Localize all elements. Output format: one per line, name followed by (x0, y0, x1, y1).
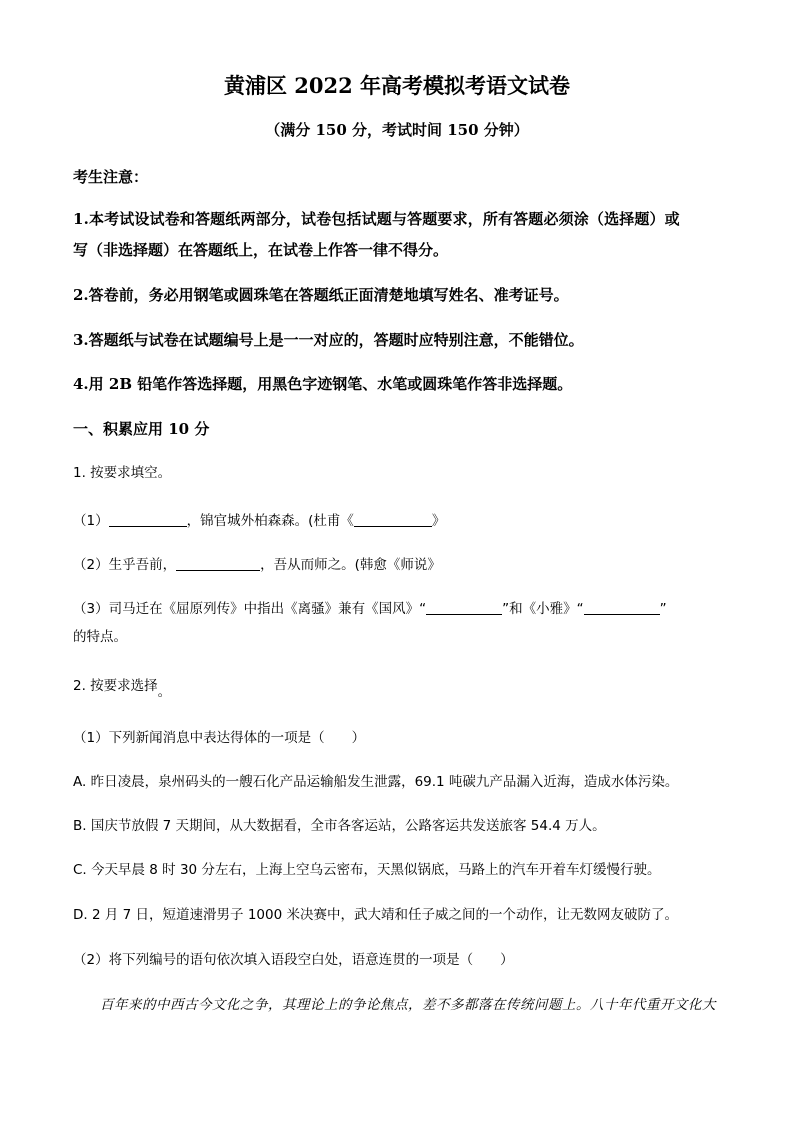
part-2-text: （2）生乎吾前， (73, 557, 177, 573)
question-1-part-3 (73, 600, 667, 617)
page-subtitle: （满分 150 分，考试时间 150 分钟） (265, 121, 529, 139)
passage-line-1: 百年来的中西古今文化之争，其理论上的争论焦点，差不多都落在传统问题上。八十年代重开文化大 (100, 997, 716, 1013)
notice-item-3: 3.答题纸与试卷在试题编号上是一一对应的，答题时应特别注意，不能错位。 (73, 331, 584, 349)
answer-blank[interactable] (584, 600, 660, 615)
question-1-part-3-line-2: 的特点。 (73, 629, 127, 645)
part-3-text-mid: ”和《小雅》“ (502, 601, 584, 617)
part-1-text: ，锦官城外柏森森。(杜甫《 (186, 513, 354, 529)
option-c: C. 今天早晨 8 时 30 分左右，上海上空乌云密布，天黑似锅底，马路上的汽车开着车灯缓慢行驶。 (73, 862, 661, 878)
part-1-closing: 》 (431, 513, 446, 529)
question-2-stem-text: 2. 按要求选择 (73, 678, 158, 694)
question-2-stem (73, 678, 172, 700)
answer-blank[interactable] (176, 556, 260, 571)
answer-blank[interactable] (109, 512, 187, 527)
option-a: A. 昨日凌晨，泉州码头的一艘石化产品运输船发生泄露，69.1 吨碳九产品漏入近海，造成水体污染。 (73, 774, 679, 790)
question-2-sub-2: （2）将下列编号的语句依次填入语段空白处，语意连贯的一项是（ ） (73, 952, 514, 968)
notice-item-1-line-2: 写（非选择题）在答题纸上，在试卷上作答一律不得分。 (73, 241, 449, 259)
notice-item-4: 4.用 2B 铅笔作答选择题，用黑色字迹钢笔、水笔或圆珠笔作答非选择题。 (73, 375, 573, 393)
question-1-stem: 1. 按要求填空。 (73, 465, 172, 481)
notice-item-1-line-1: 1.本考试设试卷和答题纸两部分，试卷包括试题与答题要求，所有答题必须涂（选择题）或 (73, 210, 680, 228)
page-title: 黄浦区 2022 年高考模拟考语文试卷 (223, 73, 571, 98)
part-3-text-end: ” (659, 601, 667, 617)
section-heading: 一、积累应用 10 分 (73, 420, 210, 438)
part-3-text: （3）司马迁在《屈原列传》中指出《离骚》兼有《国风》“ (73, 601, 427, 617)
question-2-sub-1: （1）下列新闻消息中表达得体的一项是（ ） (73, 730, 366, 746)
answer-blank[interactable] (354, 512, 432, 527)
question-1-part-1 (73, 512, 445, 529)
option-d: D. 2 月 7 日，短道速滑男子 1000 米决赛中，武大靖和任子威之间的一个动作，让无数网友破防了。 (73, 907, 678, 923)
option-b: B. 国庆节放假 7 天期间，从大数据看，全市各客运站，公路客运共发送旅客 54.4 万人。 (73, 818, 606, 834)
answer-blank[interactable] (426, 600, 502, 615)
question-1-part-2 (73, 556, 441, 573)
notice-heading: 考生注意： (73, 168, 149, 186)
notice-item-2: 2.答卷前，务必用钢笔或圆珠笔在答题纸正面清楚地填写姓名、准考证号。 (73, 286, 569, 304)
part-2-text-end: ，吾从而师之。(韩愈《师说》 (260, 557, 441, 573)
question-2-stem-end: 。 (157, 684, 172, 700)
part-1-number: （1） (73, 513, 109, 529)
